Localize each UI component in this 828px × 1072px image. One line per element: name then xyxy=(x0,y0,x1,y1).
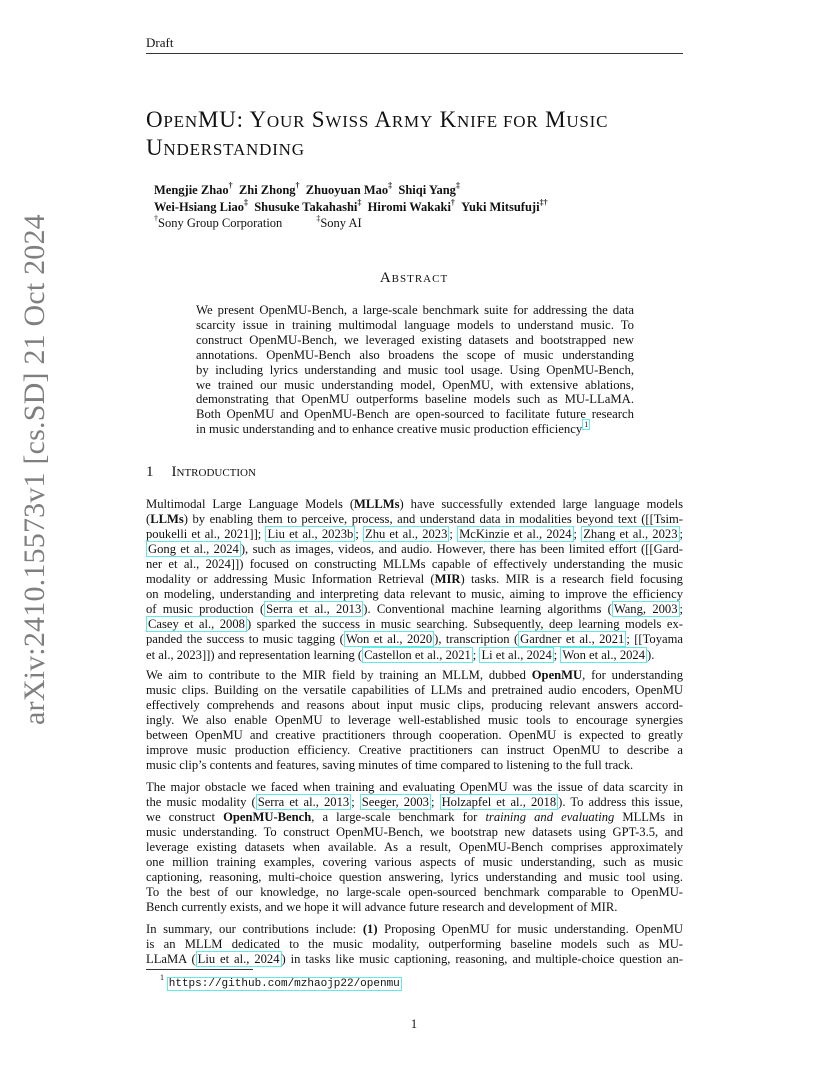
author-affiliation-mark: ‡ xyxy=(357,198,362,207)
body-line: panded the success to music tagging ( Won et al., 2020 ), transcription ( Gardner et al., 2021 ; [[Toyama xyxy=(146,632,683,647)
arxiv-stamp-text: arXiv:2410.15573v1 [cs.SD] 21 Oct 2024 xyxy=(18,214,51,725)
body-line: LLaMA ( Liu et al., 2024 ) in tasks like music captioning, reasoning, and multiple-choice question an- xyxy=(146,952,683,967)
citation-link[interactable]: Gardner et al., 2021 xyxy=(520,632,625,647)
section-number: 1 xyxy=(146,464,154,480)
footnote-url-link[interactable]: https://github.com/mzhaojp22/openmu xyxy=(168,978,400,990)
abstract-line: annotations. OpenMU-Bench also broadens the scope of music understanding xyxy=(196,347,634,362)
author-list-line-2 xyxy=(154,200,548,215)
author-affiliation-mark: † xyxy=(295,181,300,190)
title-fragment: NIFE FOR xyxy=(457,112,539,131)
body-line: leverage existing datasets when available. As a result, OpenMU-Bench comprises approximately xyxy=(146,840,683,855)
running-header: Draft xyxy=(146,35,174,50)
section-title: Introduction xyxy=(171,464,256,480)
author-affiliation-mark: † xyxy=(228,181,233,190)
author-name: Hiromi Wakaki xyxy=(367,200,451,214)
body-line: the music modality ( Serra et al., 2013 ; Seeger, 2003 ; Holzapfel et al., 2018 ). To address this issue, xyxy=(146,795,684,810)
body-line: Multimodal Large Language Models (MLLMs) have successfully extended large language models xyxy=(146,497,683,511)
author-name: Shusuke Takahashi xyxy=(254,200,358,214)
body-line: effectively comprehends and reasons about input music clips, producing relevant answers accord- xyxy=(146,698,683,713)
citation-link[interactable]: Won et al., 2020 xyxy=(345,632,433,647)
body-line: poukelli et al., 2021]]; Liu et al., 2023b ; Zhu et al., 2023 ; McKinzie et al., 2024 ; Zhang et al., 2023 ; xyxy=(146,527,683,542)
author-affiliation-mark: † xyxy=(450,198,455,207)
author-name: Zhi Zhong xyxy=(238,183,296,197)
abstract-line: Both OpenMU and OpenMU-Bench are open-sourced to facilitate future research xyxy=(196,407,634,422)
affiliation-mark: † xyxy=(154,214,158,223)
affiliation-mark: ‡ xyxy=(316,214,321,223)
section-heading xyxy=(146,464,256,481)
title-fragment: M xyxy=(538,107,567,132)
author-name: Wei-Hsiang Liao xyxy=(154,200,244,214)
affiliation-name: Sony AI xyxy=(320,216,362,230)
author-affiliation-mark: ‡ xyxy=(388,181,393,190)
title-fragment: U xyxy=(146,135,164,160)
body-line: The major obstacle we faced when training and evaluating OpenMU was the issue of data scarcity in xyxy=(146,780,683,794)
body-line: of music production ( Serra et al., 2013 ). Conventional machine learning algorithms ( Wang, 2003 ; xyxy=(146,602,684,617)
citation-link[interactable]: Zhang et al., 2023 xyxy=(583,527,678,542)
body-line: Bench currently exists, and we hope it will advance future research and development of MIR. xyxy=(146,900,618,915)
body-line: In summary, our contributions include: (1) Proposing OpenMU for music understanding. OpenMU xyxy=(146,922,683,936)
body-line: between OpenMU and creative practitioners through cooperation. OpenMU is expected to greatly xyxy=(146,728,683,743)
citation-link[interactable]: Liu et al., 2024 xyxy=(197,952,280,967)
citation-link[interactable]: Seeger, 2003 xyxy=(361,795,429,810)
abstract-line: construct OpenMU-Bench, we leveraged existing datasets and bootstrapped new xyxy=(196,332,634,347)
citation-link[interactable]: Serra et al., 2013 xyxy=(266,602,362,617)
footnote-mark: 1 xyxy=(160,973,164,982)
paper-title-line-2 xyxy=(146,134,706,164)
body-line: captioning, reasoning, multi-choice question answering, lyrics understanding and music tool using. xyxy=(146,870,683,885)
author-affiliation-mark: ‡† xyxy=(539,198,548,207)
author-name: Mengjie Zhao xyxy=(154,183,229,197)
body-line: Gong et al., 2024 ), such as images, videos, and audio. However, there has been limited effort ([[Gard- xyxy=(148,542,683,557)
citation-link[interactable]: Gong et al., 2024 xyxy=(148,542,239,557)
header-rule xyxy=(146,53,683,54)
abstract-line: scarcity issue in training multimodal language models to understand music. To xyxy=(196,317,634,332)
body-line: et al., 2023]]) and representation learning ( Castellon et al., 2021 ; Li et al., 2024 ; Won et al., 2024 ). xyxy=(146,647,655,662)
abstract-line: we trained our music understanding model, OpenMU, with extensive ablations, xyxy=(196,377,634,392)
footnote xyxy=(160,973,402,990)
body-line: on modeling, understanding and interpreting data relevant to music, aiming to improve the efficiency xyxy=(146,587,683,602)
body-line: Casey et al., 2008 ) sparked the success in music searching. Subsequently, deep learning models ex- xyxy=(148,617,683,632)
title-fragment: RMY xyxy=(391,112,434,131)
citation-link[interactable]: Li et al., 2024 xyxy=(481,647,552,662)
footnote-rule xyxy=(146,969,253,970)
abstract-line: in music understanding and to enhance creative music production efficiency $^1$ xyxy=(196,420,589,437)
title-fragment: O xyxy=(146,107,164,132)
title-fragment: OUR xyxy=(266,112,306,131)
body-line: ner et al., 2024]]) focused on constructing MLLMs capable of effectively understanding the music xyxy=(146,557,683,572)
citation-link[interactable]: Serra et al., 2013 xyxy=(257,795,350,810)
paper-title-line-1 xyxy=(146,106,706,136)
abstract-line: We present OpenMU-Bench, a large-scale benchmark suite for addressing the data xyxy=(196,303,634,317)
citation-link[interactable]: Casey et al., 2008 xyxy=(148,617,245,632)
citation-link[interactable]: McKinzie et al., 2024 xyxy=(459,527,572,542)
body-line: is an MLLM dedicated to the music modality, outperforming baseline models such as MU- xyxy=(146,937,683,952)
body-line: To the best of our knowledge, no large-scale open-sourced benchmark comparable to OpenMU- xyxy=(146,885,683,900)
footnote-link[interactable]: 1 xyxy=(584,420,589,430)
title-fragment: A xyxy=(369,107,392,132)
author-affiliation-mark: ‡ xyxy=(455,181,460,190)
title-fragment: USIC xyxy=(566,112,609,131)
citation-link[interactable]: Holzapfel et al., 2018 xyxy=(441,795,557,810)
abstract-line: demonstrating that OpenMU outperforms baseline models such as MU-LLaMA. xyxy=(196,392,634,407)
body-line: improve music production efficiency. Creative practitioners can instruct OpenMU to describe a xyxy=(146,743,683,758)
title-fragment: MU: Y xyxy=(197,107,267,132)
body-line: we construct OpenMU-Bench, a large-scale benchmark for training and evaluating MLLMs in xyxy=(146,810,683,825)
body-line: music understanding. To construct OpenMU-Bench, we bootstrap new datasets using GPT-3.5, and xyxy=(146,825,683,840)
author-name: Shiqi Yang xyxy=(398,183,456,197)
title-fragment: S xyxy=(305,107,326,132)
author-list-line-1 xyxy=(154,183,460,198)
body-line: modality or addressing Music Information Retrieval (MIR) tasks. MIR is a research field focusing xyxy=(146,572,683,587)
citation-link[interactable]: Won et al., 2024 xyxy=(562,647,646,662)
page-number: 1 xyxy=(410,1017,418,1031)
abstract-heading: Abstract xyxy=(379,270,449,286)
title-fragment: K xyxy=(433,107,458,132)
author-name: Yuki Mitsufuji xyxy=(461,200,540,214)
body-line: music clip’s contents and features, saving minutes of time compared to listening to the full track. xyxy=(146,758,634,773)
author-name: Zhuoyuan Mao xyxy=(305,183,389,197)
body-line: (LLMs) by enabling them to perceive, process, and understand data in modalities beyond text ([[Tsim- xyxy=(146,512,683,527)
abstract-line: by including lyrics understanding and music tool usage. Using OpenMU-Bench, xyxy=(196,362,634,377)
affiliation-name: Sony Group Corporation xyxy=(158,216,283,230)
citation-link[interactable]: Wang, 2003 xyxy=(613,602,678,617)
citation-link[interactable]: Castellon et al., 2021 xyxy=(364,647,471,662)
title-fragment: NDERSTANDING xyxy=(163,140,305,159)
affiliations xyxy=(154,216,362,231)
body-line: ingly. We also enable OpenMU to leverage well-established music tools to encourage synergies xyxy=(146,713,683,728)
citation-link[interactable]: Liu et al., 2023b xyxy=(267,527,354,542)
arxiv-stamp xyxy=(18,214,51,755)
author-affiliation-mark: ‡ xyxy=(243,198,248,207)
title-fragment: WISS xyxy=(325,112,370,131)
title-fragment: PEN xyxy=(163,112,198,131)
citation-link[interactable]: Zhu et al., 2023 xyxy=(365,527,448,542)
body-line: We aim to contribute to the MIR field by training an MLLM, dubbed OpenMU, for understanding xyxy=(146,668,683,682)
body-line: one million training examples, covering various aspects of music understanding, such as music xyxy=(146,855,683,870)
body-line: music clips. Building on the versatile capabilities of LLMs and pretrained audio encoders, OpenMU xyxy=(146,683,683,698)
